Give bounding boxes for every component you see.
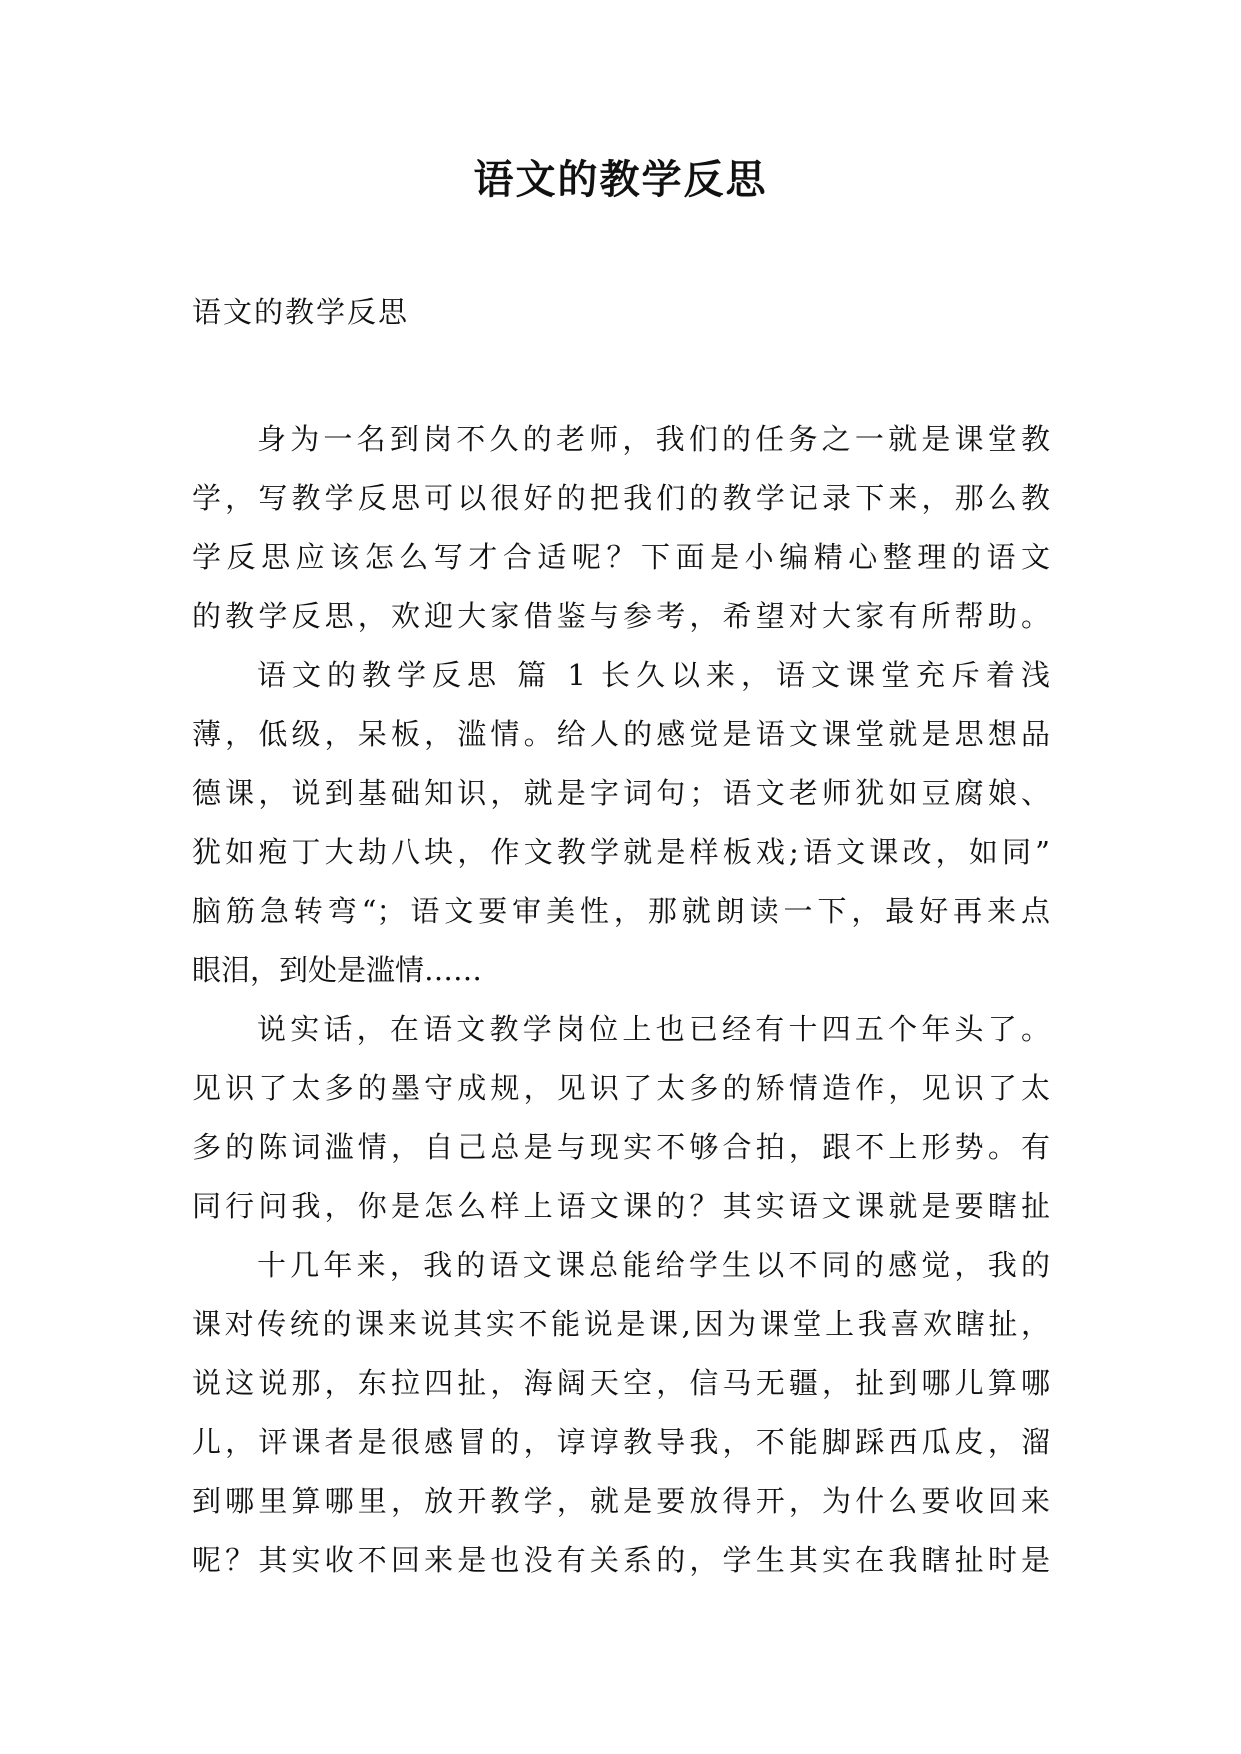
paragraph-line: 犹如疱丁大劫八块，作文教学就是样板戏;语文课改，如同” — [192, 835, 1050, 869]
paragraph-line: 脑筋急转弯“；语文要审美性，那就朗读一下，最好再来点 — [192, 894, 1050, 928]
paragraph-line: 十几年来，我的语文课总能给学生以不同的感觉，我的 — [257, 1248, 1050, 1282]
document-body — [192, 410, 1050, 1590]
paragraph-line: 学，写教学反思可以很好的把我们的教学记录下来，那么教 — [192, 481, 1050, 515]
paragraph-line: 说这说那，东拉四扯，海阔天空，信马无疆，扯到哪儿算哪 — [192, 1366, 1050, 1400]
paragraph-line: 学反思应该怎么写才合适呢？下面是小编精心整理的语文 — [192, 540, 1050, 574]
paragraph-line: 眼泪，到处是滥情…… — [192, 953, 483, 987]
paragraph-line: 课对传统的课来说其实不能说是课,因为课堂上我喜欢瞎扯， — [192, 1307, 1050, 1341]
paragraph-line: 呢？其实收不回来是也没有关系的，学生其实在我瞎扯时是 — [192, 1543, 1050, 1577]
paragraph-line: 薄，低级，呆板，滥情。给人的感觉是语文课堂就是思想品 — [192, 717, 1050, 751]
document-subtitle: 语文的教学反思 — [192, 295, 410, 329]
paragraph-line: 儿，评课者是很感冒的，谆谆教导我，不能脚踩西瓜皮，溜 — [192, 1425, 1050, 1459]
paragraph-line: 德课，说到基础知识，就是字词句；语文老师犹如豆腐娘、 — [192, 776, 1050, 810]
paragraph-line: 见识了太多的墨守成规，见识了太多的矫情造作，见识了太 — [192, 1071, 1050, 1105]
paragraph-line: 多的陈词滥情，自己总是与现实不够合拍，跟不上形势。有 — [192, 1130, 1050, 1164]
paragraph-line: 的教学反思，欢迎大家借鉴与参考，希望对大家有所帮助。 — [192, 599, 1050, 633]
paragraph-line: 身为一名到岗不久的老师，我们的任务之一就是课堂教 — [257, 422, 1050, 456]
document-title: 语文的教学反思 — [473, 156, 768, 203]
paragraph-line: 说实话，在语文教学岗位上也已经有十四五个年头了。 — [257, 1012, 1050, 1046]
paragraph-line: 同行问我，你是怎么样上语文课的？其实语文课就是要瞎扯 — [192, 1189, 1050, 1223]
paragraph-line: 语文的教学反思 篇 1 长久以来，语文课堂充斥着浅 — [257, 658, 1050, 692]
paragraph-line: 到哪里算哪里，放开教学，就是要放得开，为什么要收回来 — [192, 1484, 1050, 1518]
